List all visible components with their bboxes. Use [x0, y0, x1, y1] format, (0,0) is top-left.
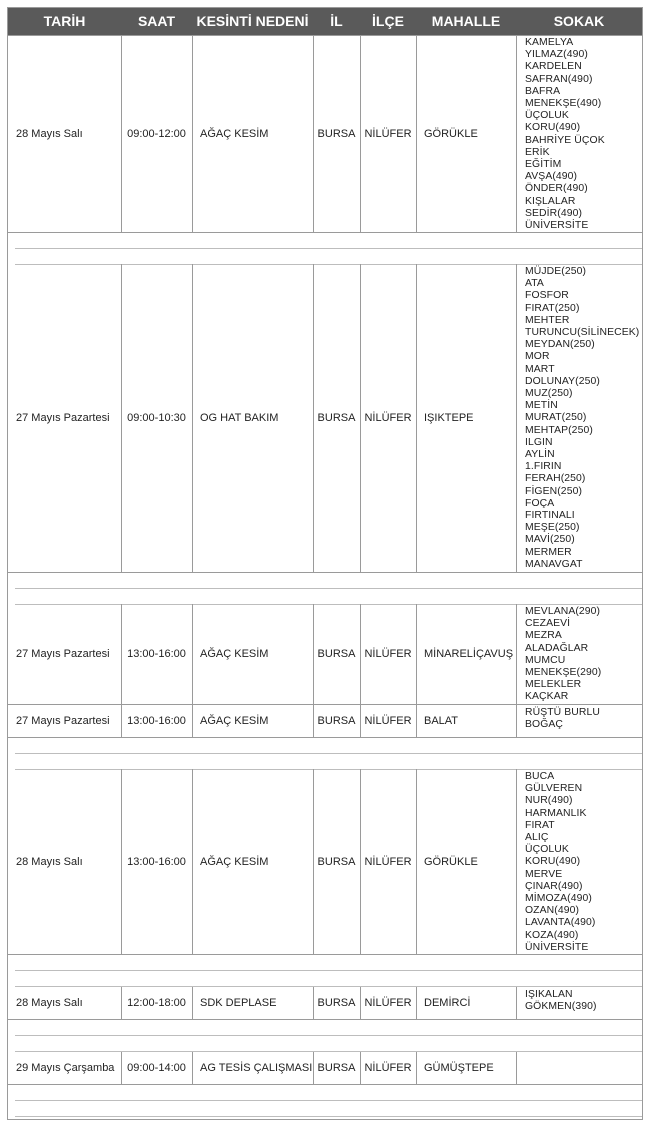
- street-name: MOR: [525, 351, 550, 363]
- cell-date: 27 Mayıs Pazartesi: [16, 412, 110, 424]
- cell-date: 28 Mayıs Salı: [16, 855, 83, 868]
- street-name: NUR(490): [525, 795, 573, 807]
- table-row: [8, 604, 642, 705]
- street-name: ALIÇ: [525, 832, 549, 844]
- cell-streets: [516, 264, 642, 572]
- cell-streets: [516, 705, 642, 737]
- street-name: KAÇKAR: [525, 691, 569, 703]
- separator-line: [15, 1100, 642, 1101]
- column-divider: [192, 705, 193, 737]
- row-separator: [8, 573, 642, 605]
- cell-time: 13:00-16:00: [127, 855, 186, 868]
- cell-date: 29 Mayıs Çarşamba: [16, 1062, 115, 1074]
- street-name: AYLİN: [525, 449, 555, 461]
- street-name: FİGEN(250): [525, 485, 583, 497]
- column-divider: [416, 35, 417, 232]
- cell-streets: [516, 987, 642, 1019]
- cell-date: 28 Mayıs Salı: [16, 997, 83, 1009]
- street-name: RÜŞTÜ BURLU: [525, 707, 600, 718]
- street-name: IŞIKALAN: [525, 989, 573, 1000]
- column-divider: [360, 35, 361, 232]
- street-name: FIRTINALI: [525, 510, 575, 522]
- street-name: ÇINAR(490): [525, 880, 583, 892]
- column-divider: [313, 769, 314, 954]
- cell-province: BURSA: [317, 715, 356, 727]
- header-province: İL: [330, 13, 343, 29]
- street-name: ÜNİVERSİTE: [525, 220, 589, 232]
- column-divider: [360, 604, 361, 704]
- street-name: KARDELEN: [525, 61, 582, 73]
- table-row: [8, 35, 642, 233]
- column-divider: [121, 987, 122, 1019]
- street-name: MEŞE(250): [525, 522, 580, 534]
- street-name: FERAH(250): [525, 473, 586, 485]
- street-name: BAHRİYE ÜÇOK: [525, 134, 605, 146]
- street-name: MURAT(250): [525, 412, 587, 424]
- street-name: MERVE: [525, 868, 563, 880]
- row-separator: [8, 1020, 642, 1052]
- cell-date: 28 Mayıs Salı: [16, 127, 83, 140]
- table-row: [8, 705, 642, 738]
- street-name: FIRAT(250): [525, 302, 580, 314]
- table-row: [8, 1052, 642, 1085]
- separator-line: [15, 1116, 642, 1117]
- cell-neighborhood: GÜMÜŞTEPE: [424, 1062, 494, 1074]
- column-divider: [192, 769, 193, 954]
- cell-province: BURSA: [317, 1062, 356, 1074]
- column-divider: [121, 35, 122, 232]
- cell-reason: OG HAT BAKIM: [200, 412, 279, 424]
- column-divider: [121, 604, 122, 704]
- street-name: SEDİR(490): [525, 207, 583, 219]
- street-name: MANAVGAT: [525, 558, 583, 570]
- cell-date: 27 Mayıs Pazartesi: [16, 648, 110, 660]
- street-name: BOĞAÇ: [525, 719, 564, 731]
- street-name: YILMAZ(490): [525, 49, 588, 61]
- cell-district: NİLÜFER: [364, 1062, 412, 1074]
- street-name: KOZA(490): [525, 929, 579, 941]
- column-divider: [192, 35, 193, 232]
- header-time: SAAT: [137, 13, 176, 29]
- cell-reason: SDK DEPLASE: [200, 997, 277, 1009]
- cell-neighborhood: IŞIKTEPE: [424, 412, 474, 424]
- row-separator: [8, 1085, 642, 1117]
- street-name: GÜLVEREN: [525, 783, 583, 795]
- column-divider: [416, 604, 417, 704]
- street-name: MÜJDE(250): [525, 266, 587, 277]
- column-divider: [192, 264, 193, 572]
- column-divider: [360, 705, 361, 737]
- cell-neighborhood: GÖRÜKLE: [424, 127, 478, 140]
- table-row: [8, 987, 642, 1020]
- street-name: MİMOZA(490): [525, 893, 592, 905]
- street-name: HARMANLIK: [525, 807, 587, 819]
- street-name: MEYDAN(250): [525, 339, 595, 351]
- column-divider: [313, 987, 314, 1019]
- street-name: LAVANTA(490): [525, 917, 596, 929]
- street-name: MAVİ(250): [525, 534, 575, 546]
- separator-line: [15, 970, 642, 971]
- column-divider: [192, 604, 193, 704]
- header-street: SOKAK: [553, 13, 605, 29]
- street-name: ALADAĞLAR: [525, 642, 589, 654]
- cell-province: BURSA: [317, 997, 356, 1009]
- cell-province: BURSA: [317, 648, 356, 660]
- cell-time: 09:00-12:00: [127, 127, 186, 140]
- cell-neighborhood: MİNARELİÇAVUŞ: [424, 648, 514, 660]
- street-name: MEHTER: [525, 314, 570, 326]
- street-name: METİN: [525, 400, 558, 412]
- street-name: ÜÇOLUK: [525, 110, 569, 122]
- column-divider: [313, 1052, 314, 1084]
- column-divider: [516, 769, 517, 954]
- cell-neighborhood: BALAT: [424, 715, 459, 727]
- cell-district: NİLÜFER: [364, 127, 412, 140]
- cell-neighborhood: GÖRÜKLE: [424, 855, 478, 868]
- column-divider: [416, 987, 417, 1019]
- street-name: TURUNCU(SİLİNECEK): [525, 327, 640, 339]
- column-divider: [313, 705, 314, 737]
- column-divider: [416, 705, 417, 737]
- street-name: MEZRA: [525, 630, 562, 642]
- street-name: ÜÇOLUK: [525, 844, 569, 856]
- cell-streets: [516, 1052, 642, 1084]
- street-name: ÖNDER(490): [525, 183, 588, 195]
- column-divider: [516, 35, 517, 232]
- column-divider: [360, 769, 361, 954]
- cell-streets: [516, 604, 642, 704]
- table-row: [8, 769, 642, 955]
- street-name: CEZAEVİ: [525, 618, 571, 630]
- row-separator: [8, 955, 642, 987]
- column-divider: [416, 264, 417, 572]
- cell-reason: AG TESİS ÇALIŞMASI: [200, 1062, 313, 1074]
- street-name: OZAN(490): [525, 905, 580, 917]
- street-name: FIRAT: [525, 819, 555, 831]
- cell-time: 09:00-14:00: [127, 1062, 186, 1074]
- column-divider: [121, 264, 122, 572]
- column-divider: [121, 769, 122, 954]
- cell-streets: [516, 769, 642, 954]
- column-divider: [516, 705, 517, 737]
- column-divider: [192, 1052, 193, 1084]
- cell-date: 27 Mayıs Pazartesi: [16, 715, 110, 727]
- street-name: MUZ(250): [525, 388, 573, 400]
- cell-time: 13:00-16:00: [127, 715, 186, 727]
- cell-time: 12:00-18:00: [127, 997, 186, 1009]
- cell-reason: AĞAÇ KESİM: [200, 127, 269, 140]
- column-divider: [192, 987, 193, 1019]
- street-name: 1.FIRIN: [525, 461, 562, 473]
- cell-time: 09:00-10:30: [127, 412, 186, 424]
- table-header: [8, 8, 642, 36]
- street-name: MEVLANA(290): [525, 606, 601, 617]
- cell-district: NİLÜFER: [364, 997, 412, 1009]
- cell-province: BURSA: [317, 412, 356, 424]
- header-reason: KESİNTİ NEDENİ: [196, 13, 309, 29]
- separator-line: [15, 248, 642, 249]
- column-divider: [313, 35, 314, 232]
- column-divider: [516, 604, 517, 704]
- column-divider: [516, 987, 517, 1019]
- cell-neighborhood: DEMİRCİ: [424, 997, 471, 1009]
- street-name: MEHTAP(250): [525, 424, 593, 436]
- street-name: MART: [525, 363, 555, 375]
- column-divider: [360, 987, 361, 1019]
- cell-province: BURSA: [317, 127, 356, 140]
- street-name: DOLUNAY(250): [525, 375, 600, 387]
- street-name: BUCA: [525, 771, 555, 782]
- street-name: KORU(490): [525, 122, 581, 134]
- cell-district: NİLÜFER: [364, 855, 412, 868]
- street-name: BAFRA: [525, 85, 561, 97]
- street-name: ILGIN: [525, 436, 553, 448]
- column-divider: [416, 769, 417, 954]
- cell-time: 13:00-16:00: [127, 648, 186, 660]
- street-name: MUMCU: [525, 654, 566, 666]
- cell-province: BURSA: [317, 855, 356, 868]
- header-district: İLÇE: [372, 13, 404, 29]
- row-separator: [8, 233, 642, 265]
- separator-line: [15, 588, 642, 589]
- cell-district: NİLÜFER: [364, 715, 412, 727]
- header-neighborhood: MAHALLE: [431, 13, 501, 29]
- table-row: [8, 264, 642, 573]
- street-name: MENEKŞE(490): [525, 98, 602, 110]
- column-divider: [516, 264, 517, 572]
- street-name: ERİK: [525, 146, 550, 158]
- street-name: MENEKŞE(290): [525, 667, 602, 679]
- street-name: MERMER: [525, 546, 572, 558]
- column-divider: [313, 264, 314, 572]
- street-name: KORU(490): [525, 856, 581, 868]
- street-name: KAMELYA: [525, 37, 574, 48]
- cell-streets: [516, 35, 642, 232]
- outage-table: [7, 7, 643, 1120]
- cell-district: NİLÜFER: [364, 412, 412, 424]
- street-name: ATA: [525, 278, 544, 290]
- header-date: TARİH: [43, 13, 86, 29]
- street-name: ÜNİVERSİTE: [525, 941, 589, 953]
- column-divider: [121, 1052, 122, 1084]
- separator-line: [15, 1035, 642, 1036]
- street-name: EĞİTİM: [525, 159, 562, 171]
- street-name: FOÇA: [525, 497, 555, 509]
- cell-reason: AĞAÇ KESİM: [200, 855, 269, 868]
- separator-line: [15, 753, 642, 754]
- column-divider: [360, 264, 361, 572]
- street-name: FOSFOR: [525, 290, 569, 302]
- street-name: MELEKLER: [525, 679, 582, 691]
- street-name: GÖKMEN(390): [525, 1001, 597, 1013]
- cell-reason: AĞAÇ KESİM: [200, 648, 269, 660]
- cell-reason: AĞAÇ KESİM: [200, 715, 269, 727]
- street-name: KIŞLALAR: [525, 195, 576, 207]
- column-divider: [121, 705, 122, 737]
- column-divider: [416, 1052, 417, 1084]
- street-name: SAFRAN(490): [525, 73, 593, 85]
- row-separator: [8, 738, 642, 770]
- column-divider: [313, 604, 314, 704]
- cell-district: NİLÜFER: [364, 648, 412, 660]
- column-divider: [360, 1052, 361, 1084]
- column-divider: [516, 1052, 517, 1084]
- street-name: AVŞA(490): [525, 171, 578, 183]
